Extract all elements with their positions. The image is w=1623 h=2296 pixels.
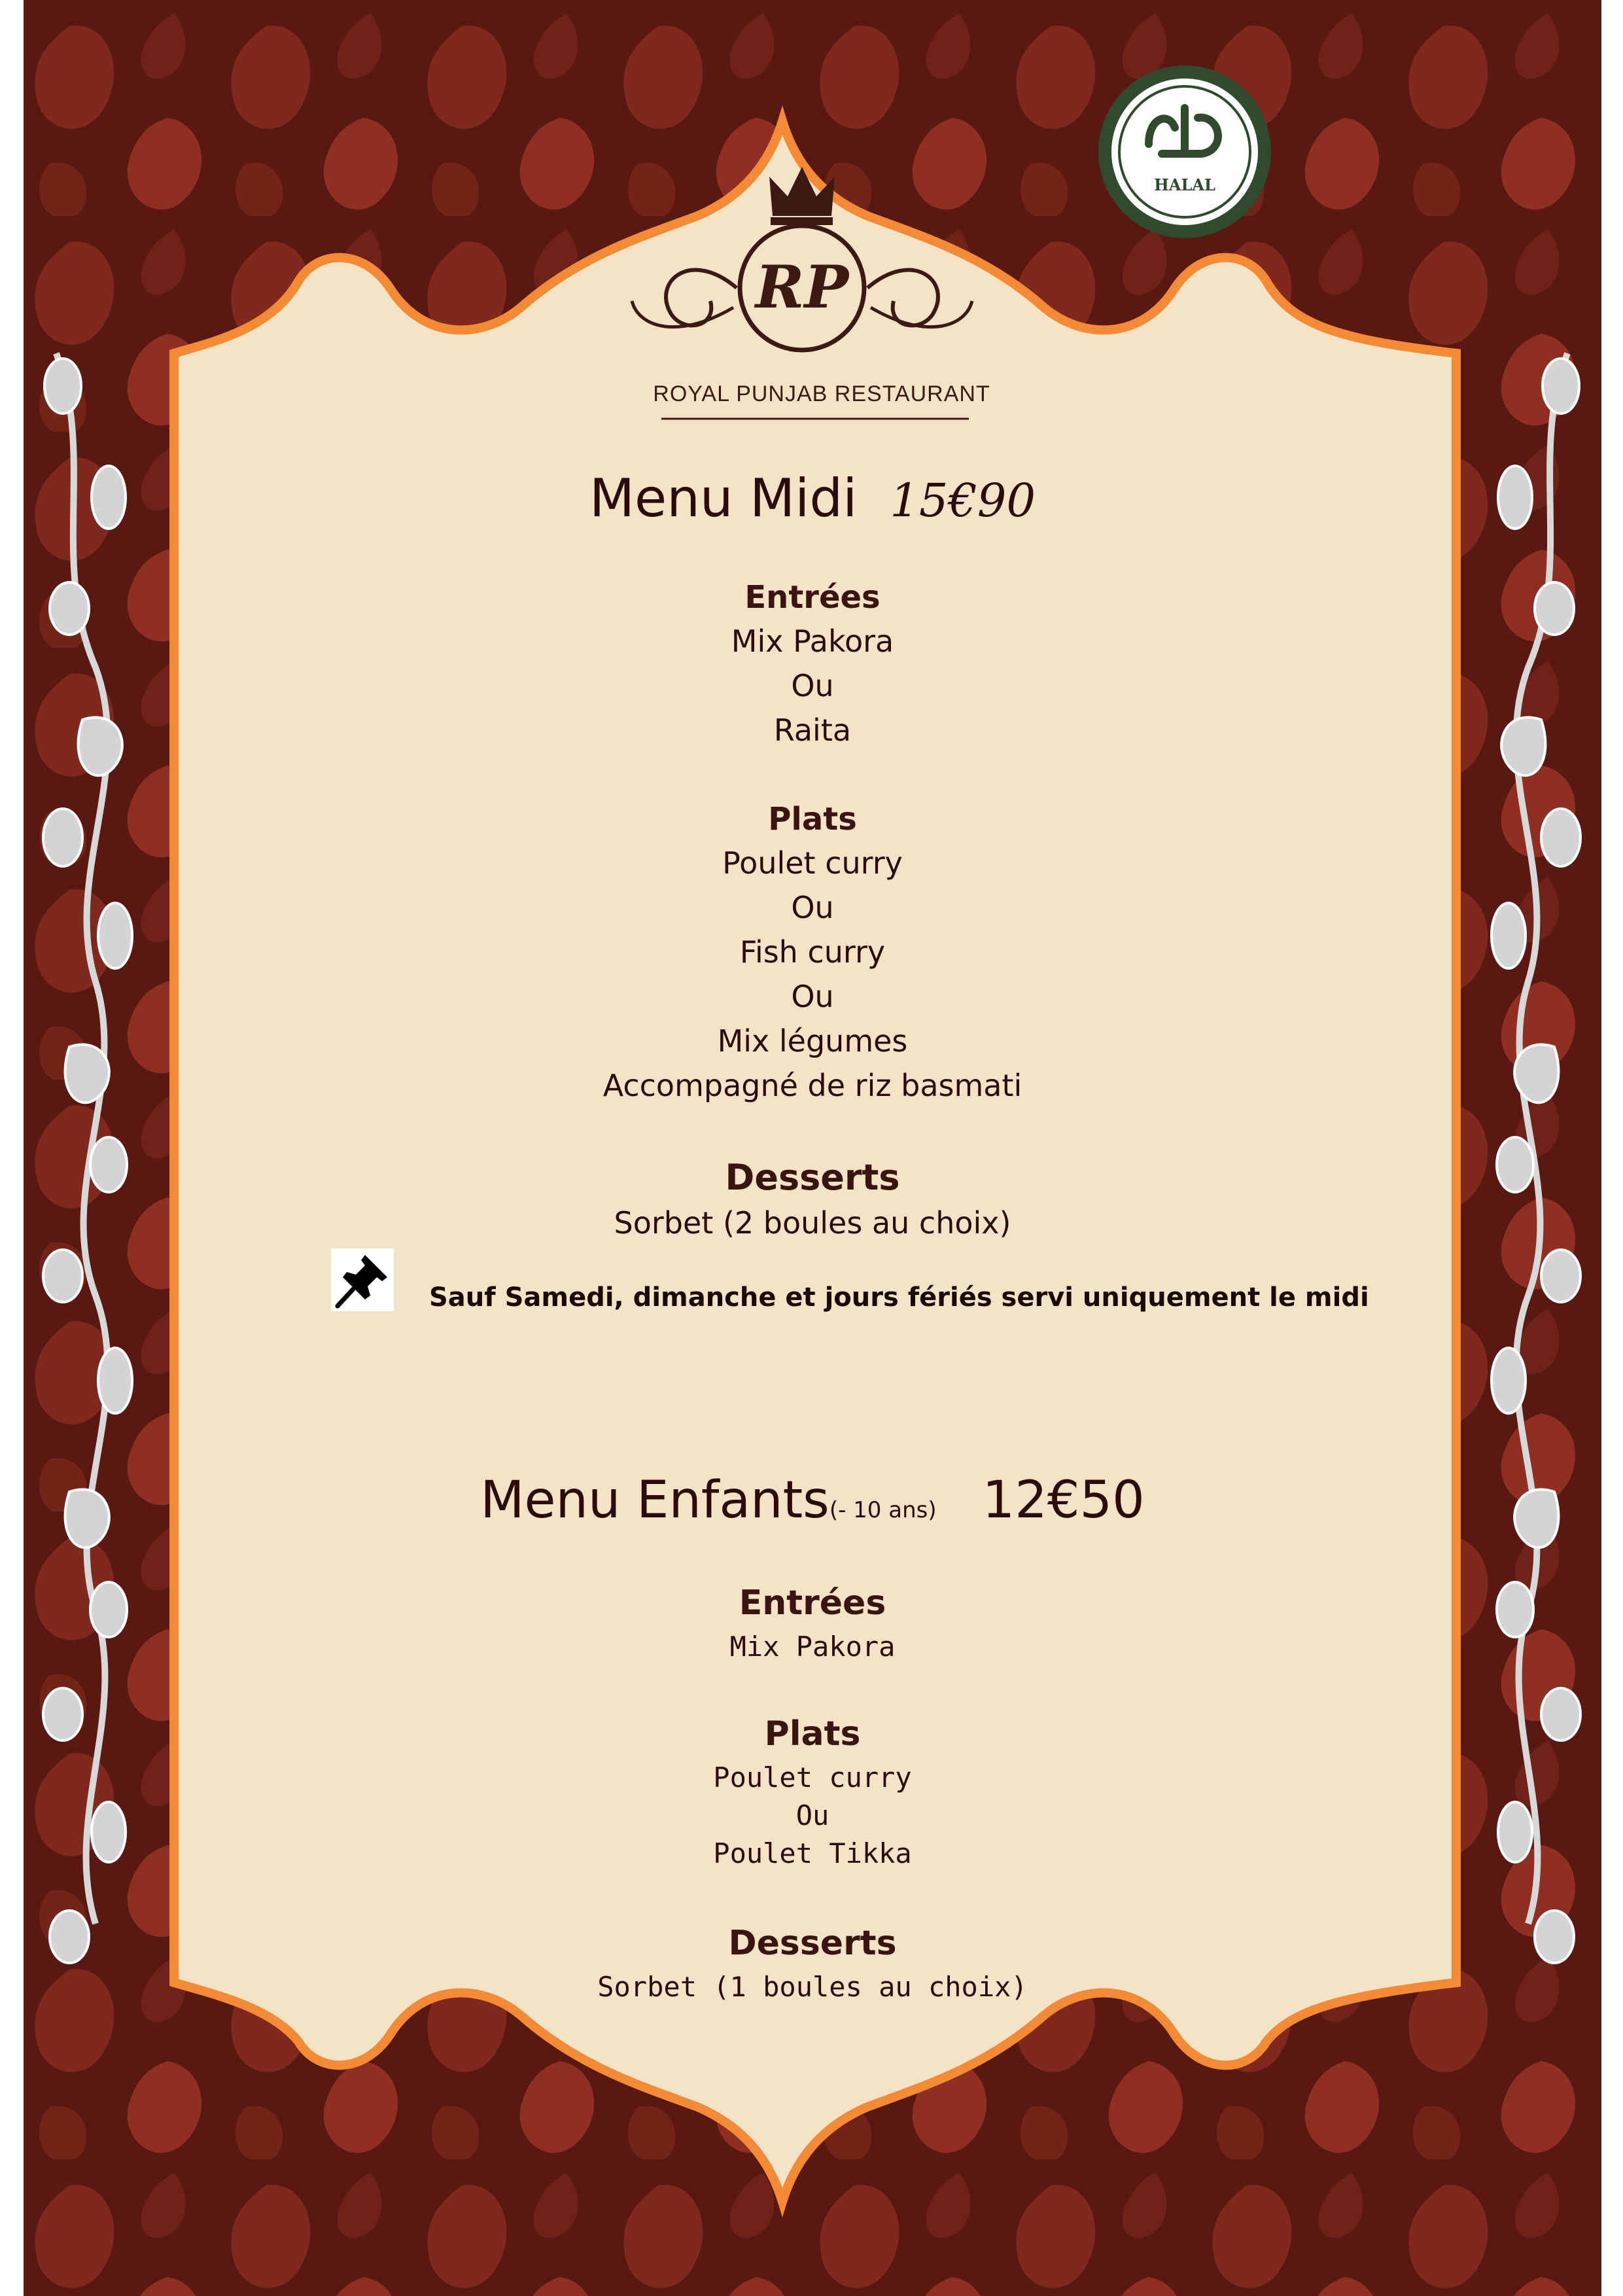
midi-plat-item: Ou xyxy=(791,979,834,1014)
menu-enfants-heading xyxy=(24,1471,1601,1530)
menu-midi-price: 15€90 xyxy=(890,474,1036,527)
enfants-plat-item: Ou xyxy=(795,1799,829,1831)
pushpin-icon xyxy=(331,1248,394,1311)
menu-midi-title: Menu Midi xyxy=(589,468,858,529)
enfants-section-entrees: Entrées xyxy=(739,1583,886,1623)
enfants-section-plats: Plats xyxy=(764,1714,861,1754)
menu-enfants-age: (- 10 ans) xyxy=(829,1497,937,1523)
menu-midi-heading xyxy=(24,468,1601,529)
svg-text:RP: RP xyxy=(755,253,849,322)
halal-label: HALAL xyxy=(1154,175,1215,194)
enfants-dessert-item: Sorbet (1 boules au choix) xyxy=(597,1971,1028,2003)
enfants-plat-item: Poulet curry xyxy=(713,1761,912,1793)
midi-entree-item: Raita xyxy=(773,713,852,748)
enfants-section-desserts: Desserts xyxy=(728,1924,897,1963)
menu-enfants-title: Menu Enfants xyxy=(480,1471,829,1530)
midi-section-entrees: Entrées xyxy=(744,579,881,616)
menu-page xyxy=(24,0,1601,2296)
midi-availability-note: Sauf Samedi, dimanche et jours fériés servi uniquement le midi xyxy=(429,1282,1369,1313)
midi-section-desserts: Desserts xyxy=(725,1157,900,1198)
halal-seal-icon xyxy=(1098,65,1271,238)
midi-plat-item: Poulet curry xyxy=(722,845,903,881)
midi-entree-item: Ou xyxy=(791,668,834,703)
midi-section-plats: Plats xyxy=(768,801,857,838)
midi-plat-item: Accompagné de riz basmati xyxy=(602,1068,1022,1103)
enfants-plat-item: Poulet Tikka xyxy=(713,1837,912,1869)
enfants-entree-item: Mix Pakora xyxy=(729,1631,896,1663)
restaurant-name: ROYAL PUNJAB RESTAURANT xyxy=(653,381,990,406)
midi-plat-item: Mix légumes xyxy=(717,1023,908,1059)
midi-plat-item: Fish curry xyxy=(739,934,886,970)
midi-entree-item: Mix Pakora xyxy=(731,624,894,659)
menu-enfants-price: 12€50 xyxy=(982,1471,1145,1530)
midi-plat-item: Ou xyxy=(791,890,834,925)
midi-dessert-item: Sorbet (2 boules au choix) xyxy=(614,1205,1011,1241)
